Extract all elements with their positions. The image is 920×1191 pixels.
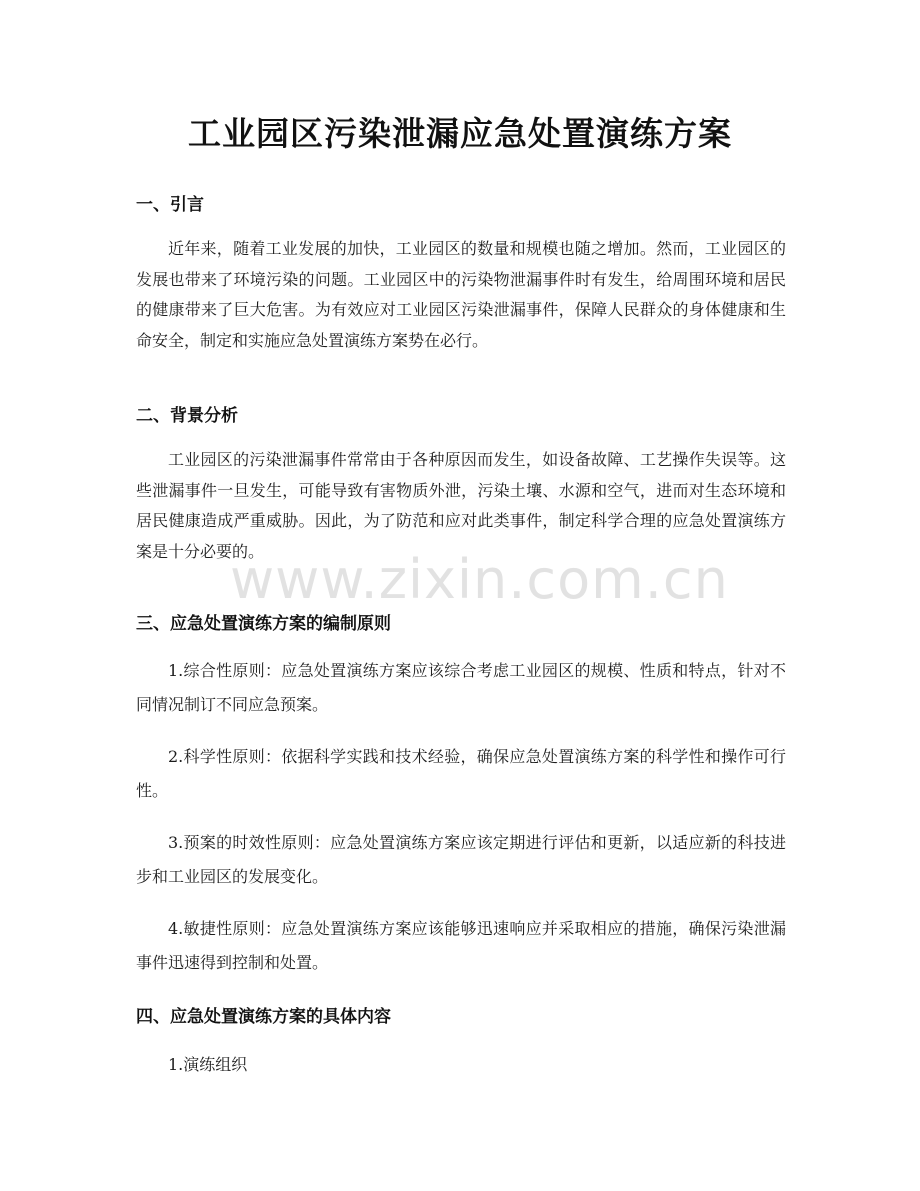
watermark: www.zixin.com.cn: [230, 548, 729, 611]
principle-item: 3.预案的时效性原则：应急处置演练方案应该定期进行评估和更新，以适应新的科技进步和工业园区的发展变化。: [136, 833, 786, 886]
principle-item: 4.敏捷性原则：应急处置演练方案应该能够迅速响应并采取相应的措施，确保污染泄漏事件迅速得到控制和处置。: [136, 919, 786, 972]
principle-item: 2.科学性原则：依据科学实践和技术经验，确保应急处置演练方案的科学性和操作可行性。: [136, 747, 786, 800]
intro-paragraph: 近年来，随着工业发展的加快，工业园区的数量和规模也随之增加。然而，工业园区的发展也带来了环境污染的问题。工业园区中的污染物泄漏事件时有发生，给周围环境和居民的健康带来了巨大危害。为有效应对工业园区污染泄漏事件，保障人民群众的身体健康和生命安全，制定和实施应急处置演练方案势在必行。: [136, 239, 786, 350]
section-heading-principles: 三、应急处置演练方案的编制原则: [136, 614, 391, 634]
section-heading-introduction: 一、引言: [136, 195, 204, 215]
section-heading-content: 四、应急处置演练方案的具体内容: [136, 1007, 391, 1027]
section-heading-background: 二、背景分析: [136, 406, 238, 426]
document-title: 工业园区污染泄漏应急处置演练方案: [188, 114, 732, 153]
principle-item: 1.综合性原则：应急处置演练方案应该综合考虑工业园区的规模、性质和特点，针对不同情况制订不同应急预案。: [136, 661, 786, 714]
background-paragraph: 工业园区的污染泄漏事件常常由于各种原因而发生，如设备故障、工艺操作失误等。这些泄漏事件一旦发生，可能导致有害物质外泄，污染土壤、水源和空气，进而对生态环境和居民健康造成严重威胁。因此，为了防范和应对此类事件，制定科学合理的应急处置演练方案是十分必要的。: [136, 450, 786, 561]
content-item: 1.演练组织: [168, 1055, 248, 1074]
